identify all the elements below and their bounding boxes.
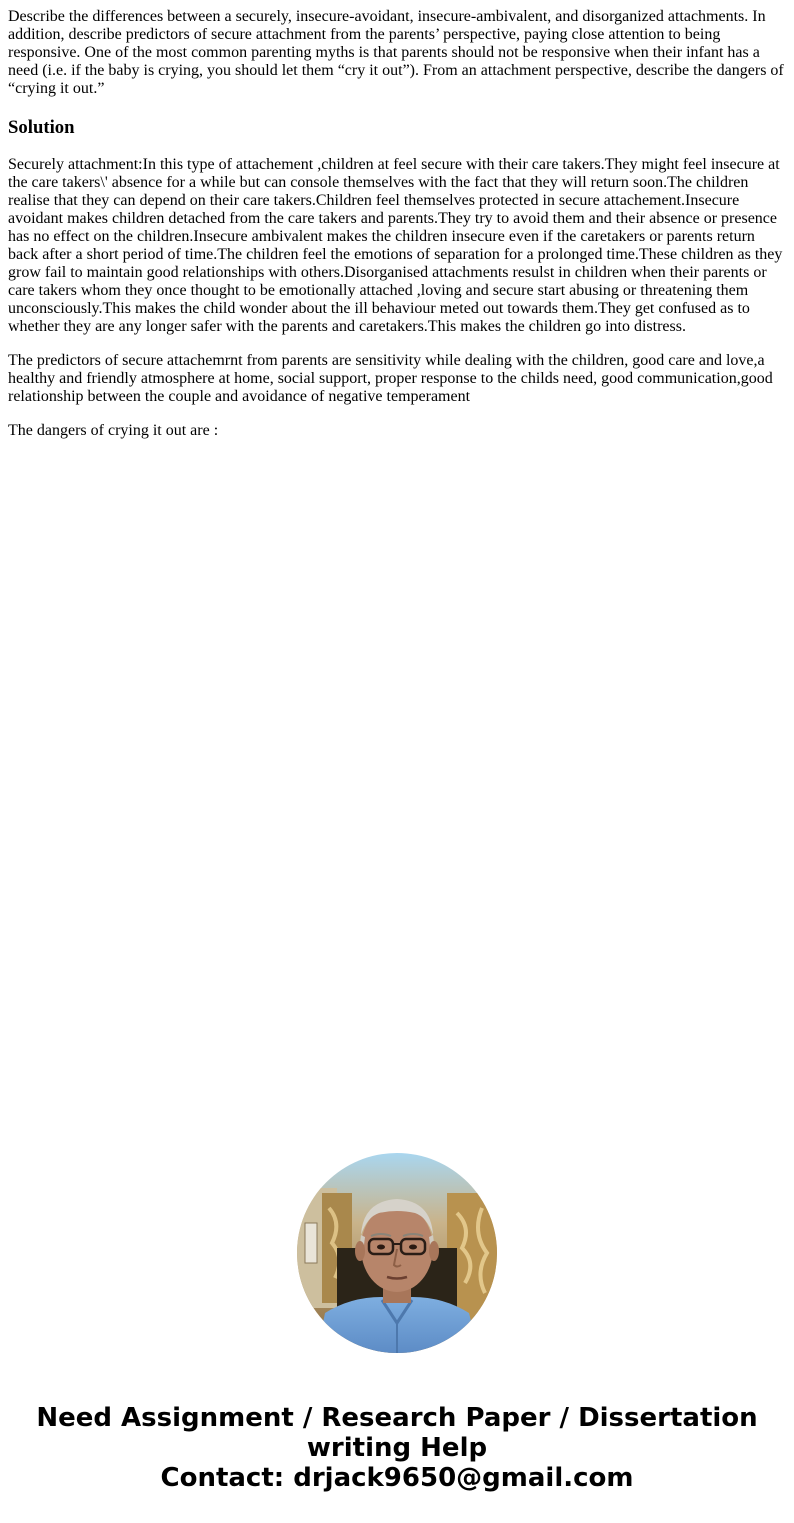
contact-promo <box>0 1403 794 1493</box>
promo-contact-email: Contact: drjack9650@gmail.com <box>160 1463 634 1493</box>
solution-heading: Solution <box>8 117 75 138</box>
promo-line-2: writing Help <box>306 1433 488 1463</box>
solution-paragraph-attachment-types: Securely attachment:In this type of attachement ,children at feel secure with their care takers.They might feel insecure at the care takers\' absence for a while but can console themselves with the fact that they will return soon.The children realise that they can depend on their care takers.Children feel themselves protected in secure attachement.Insecure avoidant makes children detached from the care takers and parents.They try to avoid them and their absence or presence has no effect on the children.Insecure ambivalent makes the children insecure even if the caretakers or parents return back after a short period of time.The children feel the emotions of separation for a prolonged time.These children as they grow fail to maintain good relationships with others.Disorganised attachments resulst in children when their parents or care takers whom they once thought to be emotionally attached ,loving and secure start abusing or threatening them unconsciously.This makes the child wonder about the ill behaviour meted out towards them.They get confused as to whether they are any longer safer with the parents and caretakers.This makes the children go into distress. <box>8 156 783 335</box>
author-portrait-image <box>297 1153 497 1353</box>
article <box>8 8 786 456</box>
promo-line-1: Need Assignment / Research Paper / Dissertation <box>36 1403 758 1433</box>
author-photo <box>297 1153 497 1353</box>
question-text: Describe the differences between a securely, insecure-avoidant, insecure-ambivalent, and disorganized attachments. In addition, describe predictors of secure attachment from the parents’ perspective, paying close attention to being responsive. One of the most common parenting myths is that parents should not be responsive when their infant has a need (i.e. if the baby is crying, you should let them “cry it out”). From an attachment perspective, describe the dangers of “crying it out.” <box>8 8 784 97</box>
solution-paragraph-dangers: The dangers of crying it out are : <box>8 422 219 439</box>
solution-paragraph-predictors: The predictors of secure attachemrnt from parents are sensitivity while dealing with the children, good care and love,a healthy and friendly atmosphere at home, social support, proper response to the childs need, good communication,good relationship between the couple and avoidance of negative temperament <box>8 352 773 405</box>
